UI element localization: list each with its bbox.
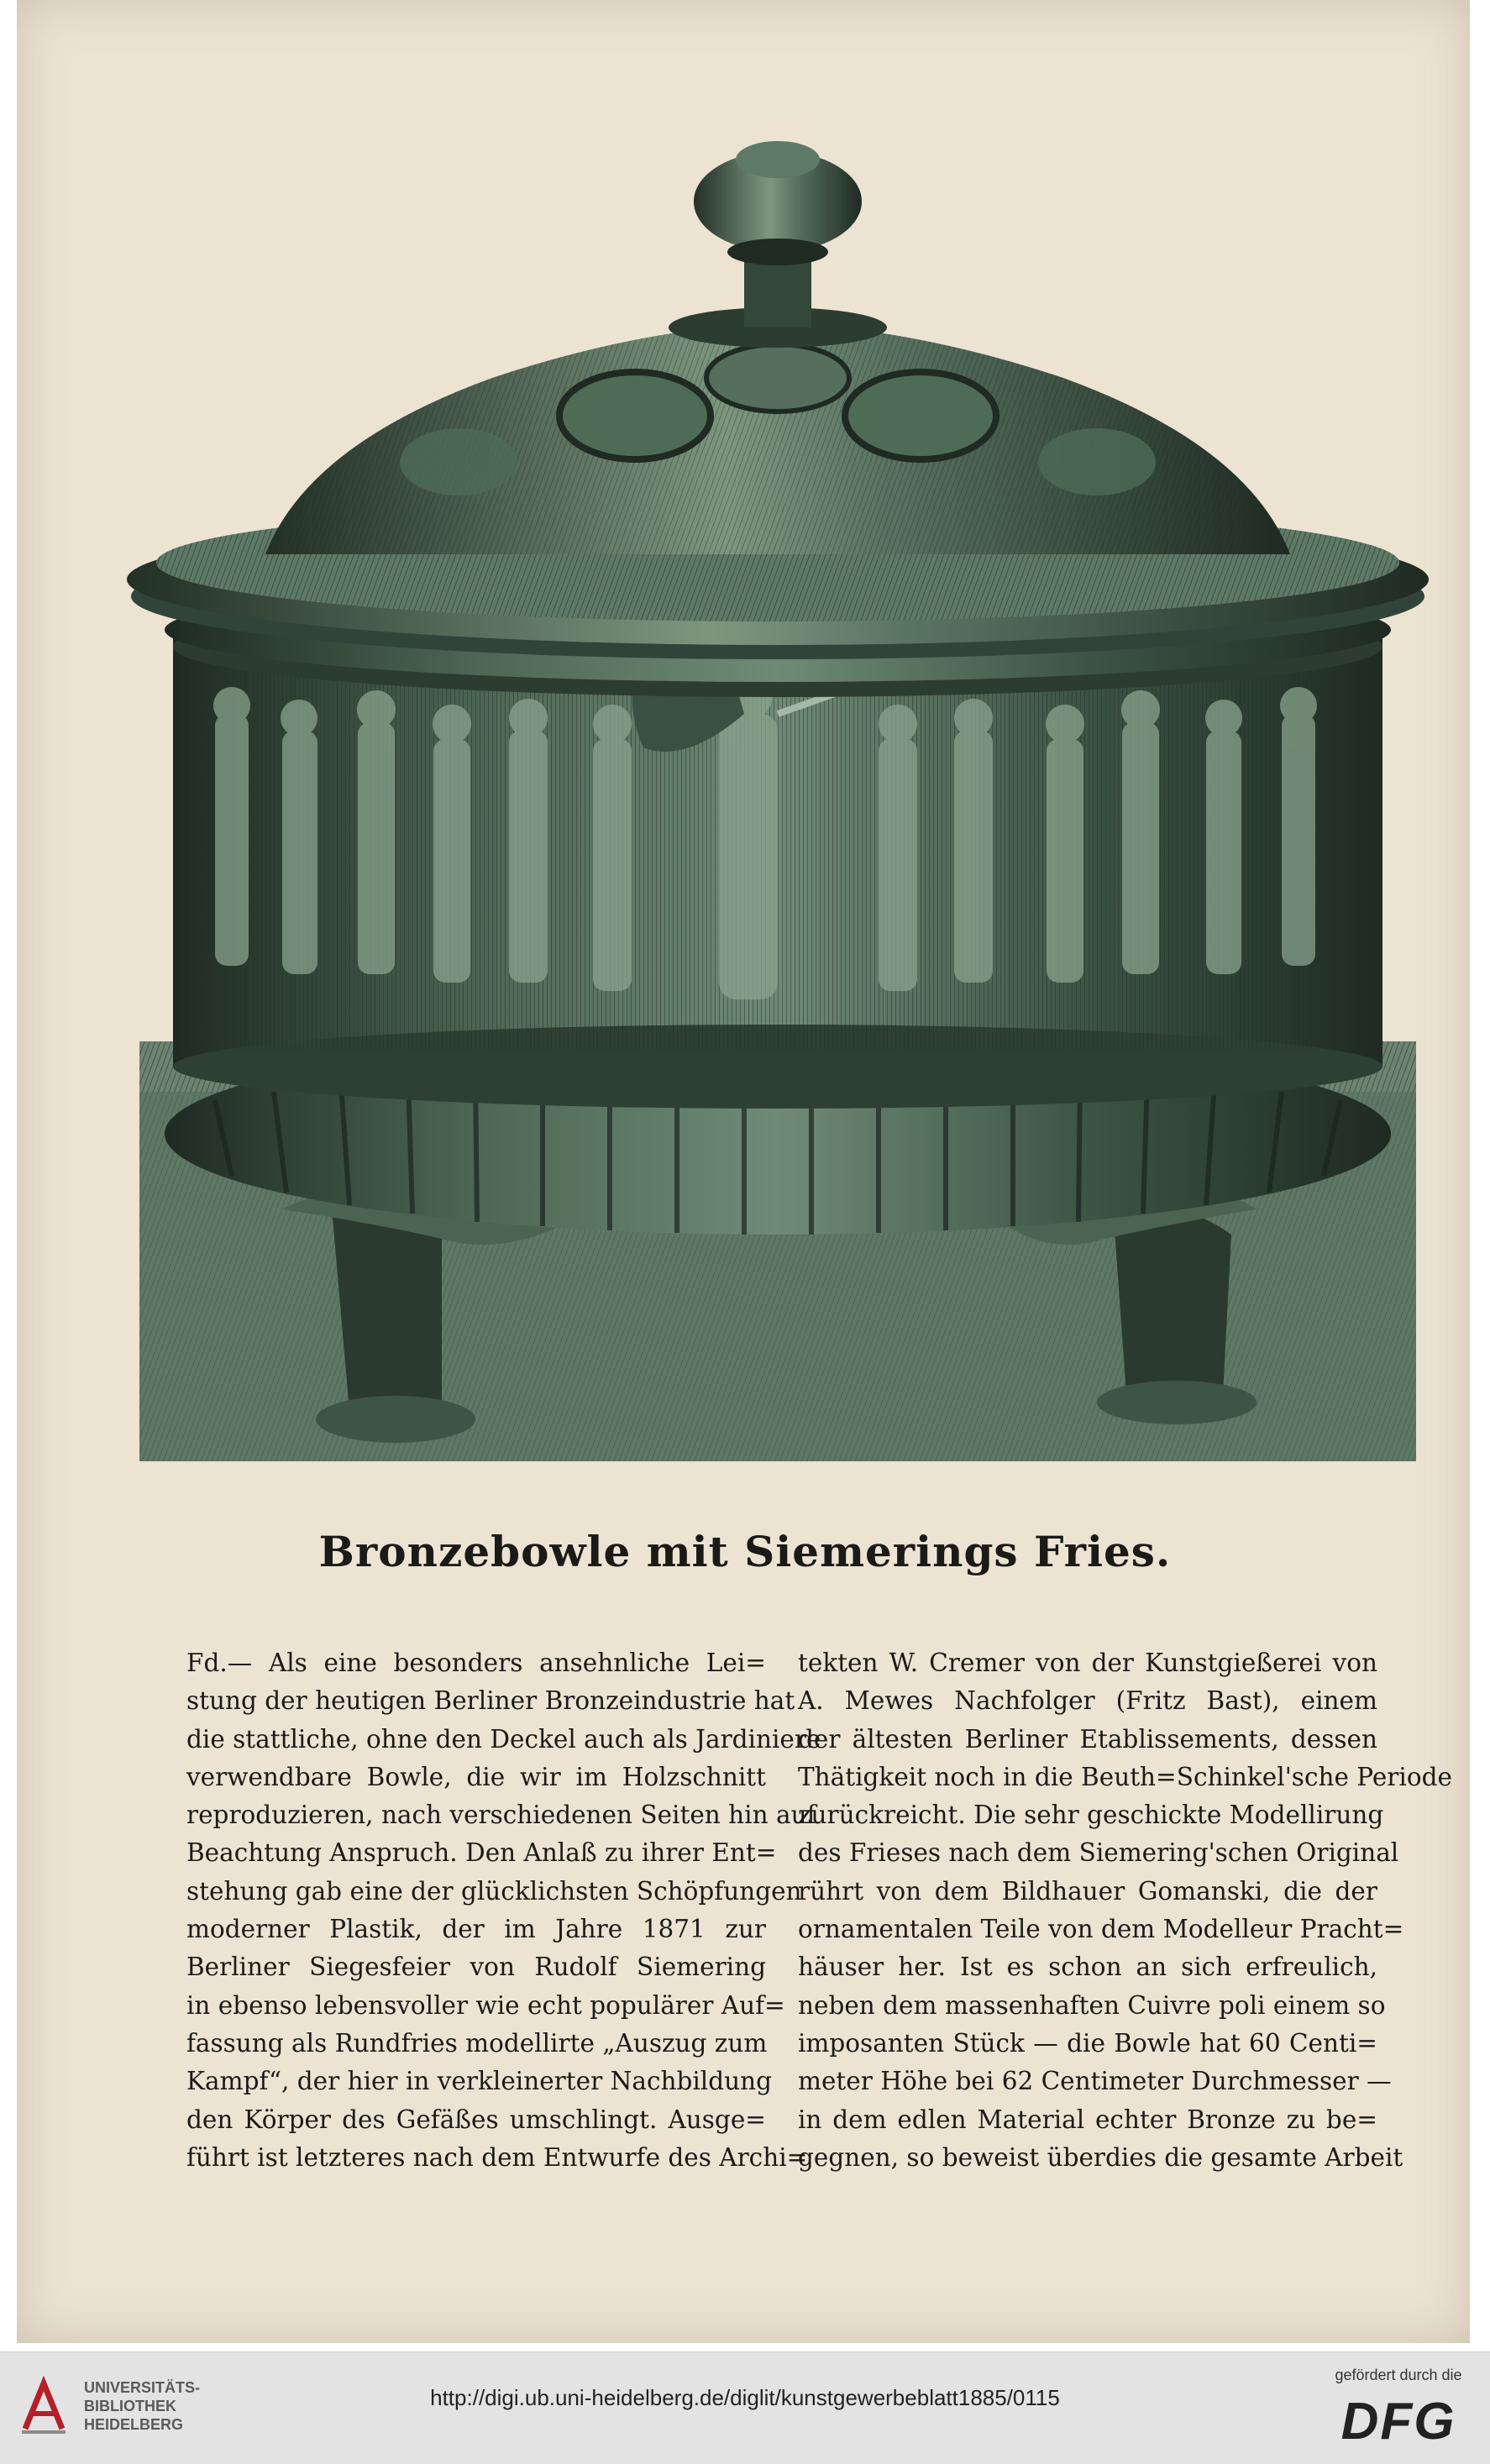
text-line: Beachtung Anspruch. Den Anlaß zu ihrer Ent= [186,1838,777,1868]
text-line: tekten W. Cremer von der Kunstgießerei von [798,1649,1377,1677]
text-line: A. Mewes Nachfolger (Fritz Bast), einem [798,1686,1377,1716]
institution-line: HEIDELBERG [84,2416,184,2433]
text-line: des Frieses nach dem Siemering'schen Original [798,1838,1399,1868]
dfg-logo: DFG [1340,2393,1456,2451]
institution-line: UNIVERSITÄTS- [84,2379,201,2396]
institution-line: BIBLIOTHEK [84,2398,176,2414]
text-line: stehung gab eine der glücklichsten Schöpfungen [186,1876,802,1906]
text-line: führt ist letzteres nach dem Entwurfe des Archi= [186,2142,808,2172]
text-line: neben dem massenhaften Cuivre poli einem so [798,1990,1386,2020]
text-line: meter Höhe bei 62 Centimeter Durchmesser — [798,2067,1392,2096]
text-line: moderner Plastik, der im Jahre 1871 zur [186,1915,766,1944]
text-line: ornamentalen Teile von dem Modelleur Pracht= [798,1915,1404,1944]
text-column-right [798,1644,1452,2177]
text-line: reproduzieren, nach verschiedenen Seiten hin auf [186,1801,816,1830]
text-line: imposanten Stück — die Bowle hat 60 Centi= [798,2028,1377,2058]
text-line: in ebenso lebensvoller wie echt populärer Auf= [186,1990,785,2020]
text-line: die stattliche, ohne den Deckel auch als Jardiniere [186,1724,821,1754]
text-line: zurückreicht. Die sehr geschickte Modellirung [798,1801,1384,1830]
text-line: stung der heutigen Berliner Bronzeindustrie hat [186,1686,795,1716]
text-line: häuser her. Ist es schon an sich erfreulich, [798,1953,1377,1982]
text-line: rührt von dem Bildhauer Gomanski, die der [798,1876,1377,1906]
text-line: verwendbare Bowle, die wir im Holzschnitt [186,1762,766,1791]
engraving-bronze-bowl [139,126,1416,1470]
text-line: Thätigkeit noch in die Beuth=Schinkel'sche Periode [798,1762,1452,1791]
source-url-link[interactable]: http://digi.ub.uni-heidelberg.de/diglit/kunstgewerbeblatt1885/0115 [430,2385,1060,2410]
funding-text: gefördert durch die [1335,2367,1462,2383]
text-line: den Körper des Gefäßes umschlingt. Ausge= [186,2105,766,2134]
text-column-left [186,1644,821,2177]
text-line: der ältesten Berliner Etablissements, dessen [798,1724,1377,1754]
text-line: Fd.— Als eine besonders ansehnliche Lei= [186,1649,766,1677]
text-line: gegnen, so beweist überdies die gesamte Arbeit [798,2142,1403,2172]
text-line: Berliner Siegesfeier von Rudolf Siemering [186,1953,766,1982]
figure-caption: Bronzebowle mit Siemerings Fries. [318,1527,1172,1576]
text-line: in dem edlen Material echter Bronze zu be= [798,2105,1377,2134]
text-line: fassung als Rundfries modellirte „Auszug zum [186,2028,768,2058]
text-line: Kampf“, der hier in verkleinerter Nachbildung [186,2067,773,2096]
